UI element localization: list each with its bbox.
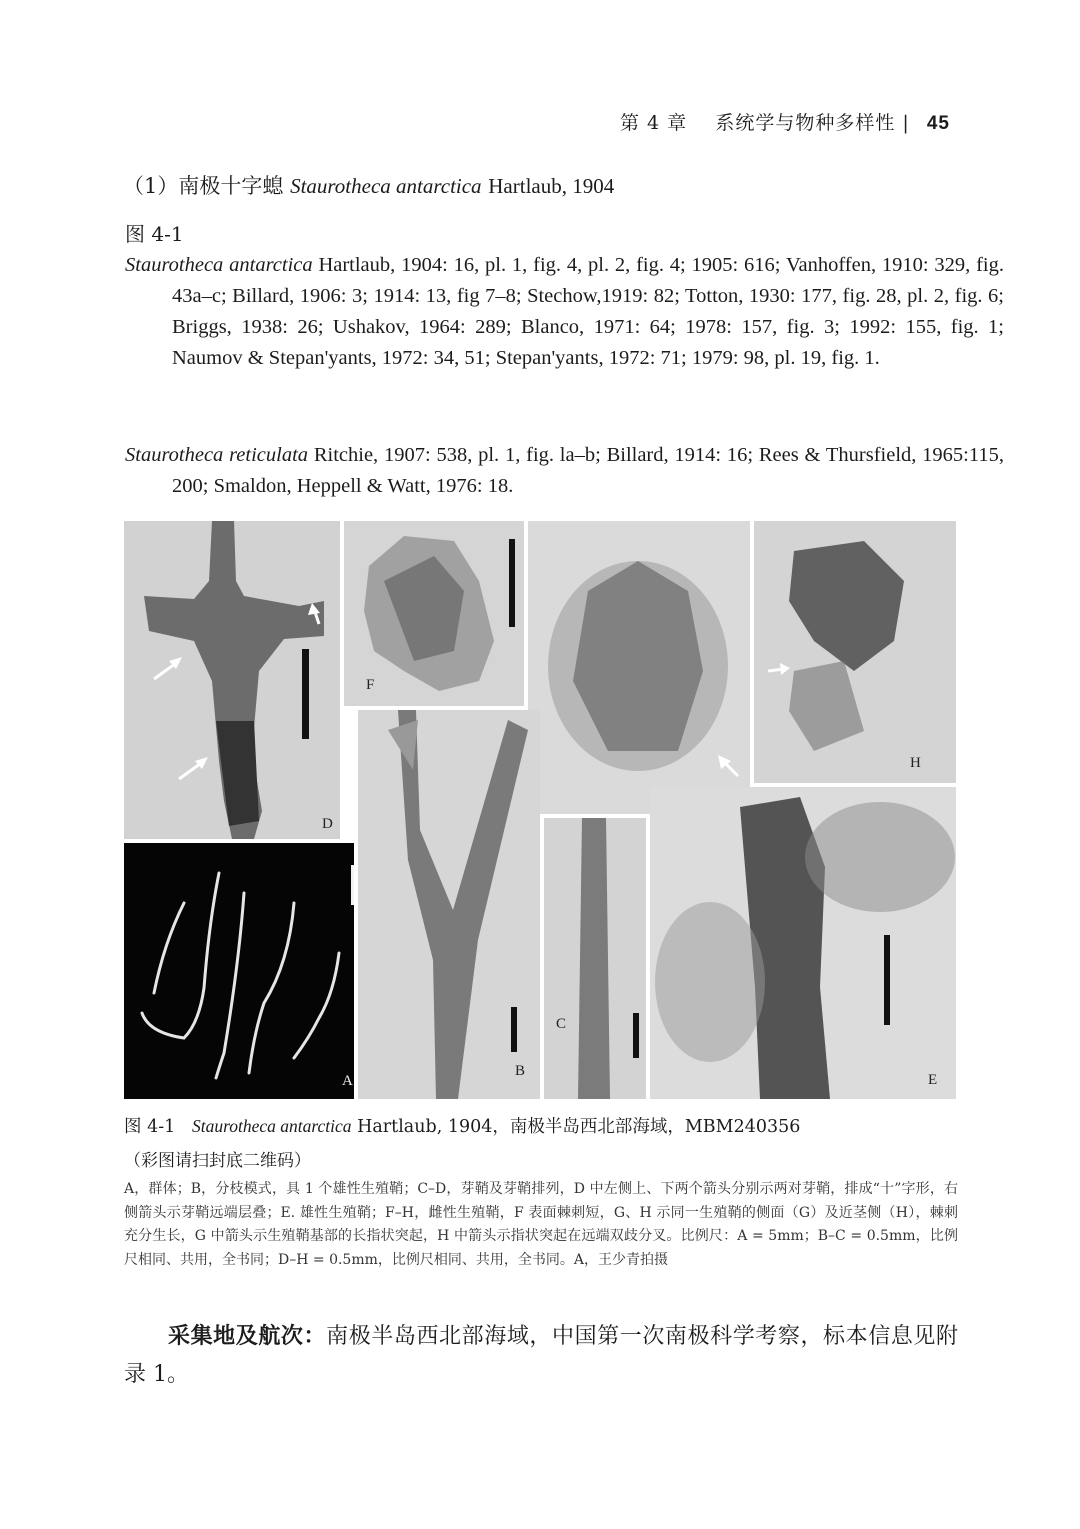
synonymy-entry	[125, 250, 1004, 374]
panel-h-photo	[754, 521, 956, 783]
synonym-taxon: Staurotheca antarctica	[125, 254, 313, 276]
chapter-label: 第 4 章	[620, 112, 688, 134]
figure-plate	[124, 521, 956, 1099]
panel-c-photo	[544, 818, 646, 1099]
figure-caption	[124, 1114, 964, 1139]
scale-bar	[509, 539, 515, 627]
scale-bar	[351, 865, 354, 905]
panel-g-photo	[528, 521, 750, 814]
panel-d-photo	[124, 521, 340, 839]
scale-bar	[633, 1013, 639, 1058]
scale-bar	[511, 1007, 517, 1052]
chapter-title: 系统学与物种多样性 |	[715, 112, 910, 134]
synonymy-entry	[125, 440, 1004, 502]
panel-label-d: D	[322, 816, 333, 832]
panel-label-f: F	[366, 677, 375, 693]
panel-b-photo	[358, 710, 540, 1099]
figure-reference: 图 4-1	[125, 222, 184, 246]
panel-f-photo	[344, 521, 524, 706]
panel-label-c: C	[556, 1016, 567, 1032]
caption-label: 图 4-1	[124, 1117, 176, 1137]
panel-label-b: B	[515, 1063, 526, 1079]
section-heading	[123, 170, 614, 200]
panel-a-photo	[124, 843, 354, 1099]
caption-note: （彩图请扫封底二维码）	[124, 1151, 311, 1171]
synonym-taxon: Staurotheca reticulata	[125, 444, 309, 466]
running-head	[620, 108, 950, 135]
locality-paragraph	[124, 1318, 958, 1394]
caption-taxon: Staurotheca antarctica	[191, 1116, 352, 1136]
panel-label-e: E	[928, 1072, 938, 1088]
scale-bar	[302, 649, 309, 739]
caption-detail: A，群体；B，分枝模式，具 1 个雄性生殖鞘；C–D，芽鞘及芽鞘排列，D 中左侧上、下两个箭头分别示两对芽鞘，排成“十”字形，右侧箭头示芽鞘远端层叠；E. 雄性生殖鞘；F–H，雌性生殖鞘，F 表面棘刺短，G、H 示同一生殖鞘的侧面（G）及近茎侧（H），棘刺充分生长，G 中箭头示生殖鞘基部的长指状突起，H 中箭头示指状突起在远端双歧分叉。比例尺：A = 5mm；B–C = 0.5mm，比例尺相同、共用，全书同；D–H = 0.5mm，比例尺相同、共用，全书同。A，王少青拍摄	[124, 1181, 958, 1268]
page-number: 45	[926, 113, 950, 134]
locality-text: 南极半岛西北部海域，中国第一次南极科学考察，标本信息见附录 1。	[124, 1324, 958, 1387]
panel-e-photo	[650, 787, 956, 1099]
species-binomial: Staurotheca antarctica	[290, 174, 482, 198]
section-number: （1）	[123, 174, 179, 198]
species-name-cn: 南极十字螅	[178, 174, 284, 198]
scale-bar	[884, 935, 890, 1025]
panel-label-a: A	[342, 1073, 353, 1089]
caption-text: Hartlaub, 1904，南极半岛西北部海域，MBM240356	[357, 1117, 801, 1137]
locality-label: 采集地及航次：	[168, 1324, 327, 1349]
panel-label-h: H	[910, 755, 921, 771]
synonym-references: Ritchie, 1907: 538, pl. 1, fig. la–b; Billard, 1914: 16; Rees & Thursfield, 1965:115, 200; Smaldon, Heppell & Watt, 1976: 18.	[172, 444, 1004, 497]
species-authority: Hartlaub, 1904	[488, 174, 615, 198]
synonym-references: Hartlaub, 1904: 16, pl. 1, fig. 4, pl. 2, fig. 4; 1905: 616; Vanhoffen, 1910: 329, fig. 43a–c; Billard, 1906: 3; 1914: 13, fig 7–8; Stechow,1919: 82; Totton, 1930: 177, fig. 28, pl. 2, fig. 6; Briggs, 1938: 26; Ushakov, 1964: 289; Blanco, 1971: 64; 1978: 157, fig. 3; 1992: 155, fig. 1; Naumov & Stepan'yants, 1972: 34, 51; Stepan'yants, 1972: 71; 1979: 98, pl. 19, fig. 1.	[172, 254, 1004, 369]
